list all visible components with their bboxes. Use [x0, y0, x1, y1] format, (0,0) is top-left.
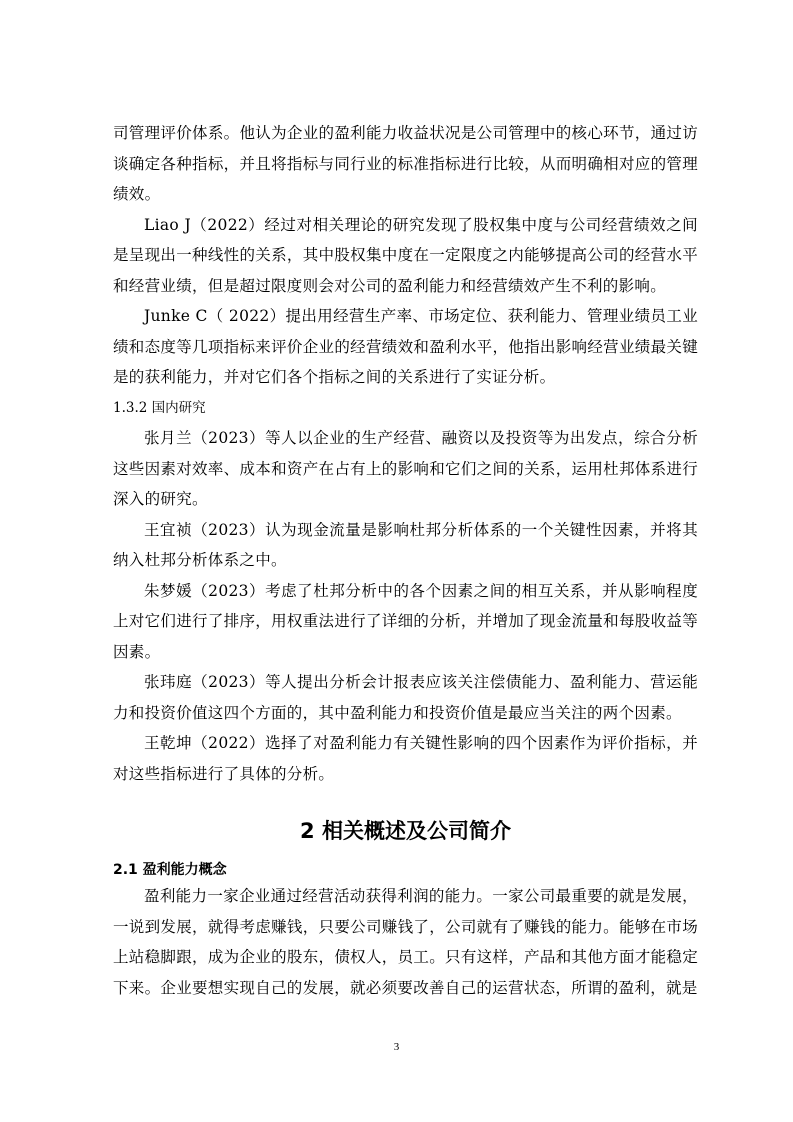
paragraph: 王乾坤（2022）选择了对盈利能力有关键性影响的四个因素作为评价指标，并对这些指标进行了具体的分析。: [113, 734, 698, 783]
paragraph: 王宜祯（2023）认为现金流量是影响杜邦分析体系的一个关键性因素，并将其纳入杜邦分析体系之中。: [113, 520, 698, 569]
paragraph: 朱梦媛（2023）考虑了杜邦分析中的各个因素之间的相互关系，并从影响程度上对它们进行了排序，用权重法进行了详细的分析，并增加了现金流量和每股收益等因素。: [113, 581, 698, 661]
paragraph: 司管理评价体系。他认为企业的盈利能力收益状况是公司管理中的核心环节，通过访谈确定各种指标，并且将指标与同行业的标准指标进行比较，从而明确相对应的管理绩效。: [113, 124, 698, 203]
chapter-heading: 2 相关概述及公司简介: [300, 819, 511, 843]
body-text-top: [113, 118, 698, 789]
paragraph: Liao J（2022）经过对相关理论的研究发现了股权集中度与公司经营绩效之间是呈现出一种线性的关系，其中股权集中度在一定限度之内能够提高公司的经营水平和经营业绩，但是超过限度则会对公司的盈利能力和经营绩效产生不利的影响。: [113, 215, 698, 295]
body-text-bottom: [113, 881, 698, 1003]
paragraph: 张玮庭（2023）等人提出分析会计报表应该关注偿债能力、盈利能力、营运能力和投资价值这四个方面的，其中盈利能力和投资价值是最应当关注的两个因素。: [113, 673, 698, 722]
subsection-heading: 1.3.2 国内研究: [113, 399, 206, 416]
paragraph: 盈利能力一家企业通过经营活动获得利润的能力。一家公司最重要的就是发展，一说到发展，就得考虑赚钱，只要公司赚钱了，公司就有了赚钱的能力。能够在市场上站稳脚跟，成为企业的股东，债权人，员工。只有这样，产品和其他方面才能稳定下来。企业要想实现自己的发展，就必须要改善自己的运营状态，所谓的盈利，就是: [113, 887, 698, 997]
section-heading: 2.1 盈利能力概念: [113, 862, 227, 878]
paragraph: Junke C（ 2022）提出用经营生产率、市场定位、获利能力、管理业绩员工业绩和态度等几项指标来评价企业的经营绩效和盈利水平，他指出影响经营业绩最关键是的获利能力，并对它们各个指标之间的关系进行了实证分析。: [113, 307, 698, 386]
page-number: 3: [393, 1041, 400, 1053]
paragraph: 张月兰（2023）等人以企业的生产经营、融资以及投资等为出发点，综合分析这些因素对效率、成本和资产在占有上的影响和它们之间的关系，运用杜邦体系进行深入的研究。: [113, 429, 698, 508]
